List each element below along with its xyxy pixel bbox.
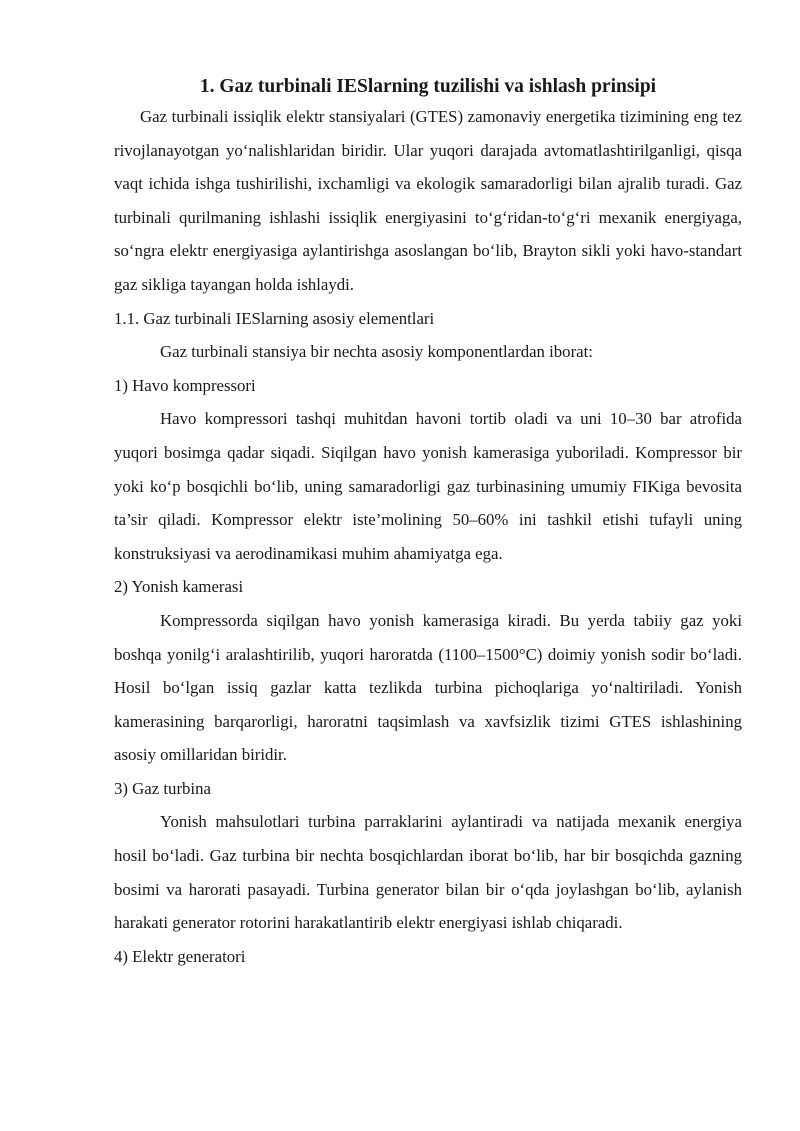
- item-paragraph-gas-turbine: Yonish mahsulotlari turbina parraklarini aylantiradi va natijada mexanik energiya hosil bo‘ladi. Gaz turbina bir nechta bosqichlardan iborat bo‘lib, har bir bosqichda gazning bosimi va harorati pasayadi. Turbina generator bilan bir o‘qda joylashgan bo‘lib, aylanish harakati generator rotorini harakatlantirib elektr energiyasi ishlab chiqaradi.: [114, 812, 742, 933]
- item-paragraph-compressor: Havo kompressori tashqi muhitdan havoni tortib oladi va uni 10–30 bar atrofida yuqori bosimga qadar siqadi. Siqilgan havo yonish kamerasiga yuboriladi. Kompressor bir yoki ko‘p bosqichli bo‘lib, uning samaradorligi gaz turbinasining umumiy FIKiga bevosita ta’sir qiladi. Kompressor elektr iste’molining 50–60% ini tashkil etishi tufayli uning konstruksiyasi va aerodinamikasi muhim ahamiyatga ega.: [114, 409, 742, 563]
- item-heading-combustion-chamber: 2) Yonish kamerasi: [114, 577, 244, 597]
- section-1-1-paragraph: Gaz turbinali stansiya bir nechta asosiy komponentlardan iborat:: [160, 342, 593, 362]
- document-body: [114, 74, 742, 973]
- section-heading-1-1: 1.1. Gaz turbinali IESlarning asosiy elementlari: [114, 308, 435, 328]
- item-heading-gas-turbine: 3) Gaz turbina: [114, 778, 211, 798]
- page-title: 1. Gaz turbinali IESlarning tuzilishi va ishlash prinsipi: [199, 76, 657, 97]
- intro-paragraph: Gaz turbinali issiqlik elektr stansiyalari (GTES) zamonaviy energetika tizimining eng tez rivojlanayotgan yo‘nalishlaridan biridir. Ular yuqori darajada avtomatlashtirilganligi, qisqa vaqt ichida ishga tushirilishi, ixchamligi va ekologik samaradorligi bilan ajralib turadi. Gaz turbinali qurilmaning ishlashi issiqlik energiyasini to‘g‘ridan-to‘g‘ri mexanik energiyaga, so‘ngra elektr energiyasiga aylantirishga asoslangan bo‘lib, Brayton sikli yoki havo-standart gaz sikliga tayangan holda ishlaydi.: [114, 107, 742, 294]
- item-paragraph-combustion-chamber: Kompressorda siqilgan havo yonish kamerasiga kiradi. Bu yerda tabiiy gaz yoki boshqa yonilg‘i aralashtirilib, yuqori haroratda (1100–1500°C) doimiy yonish sodir bo‘ladi. Hosil bo‘lgan issiq gazlar katta tezlikda turbina pichoqlariga yo‘naltiriladi. Yonish kamerasining barqarorligi, haroratni taqsimlash va xavfsizlik tizimi GTES ishlashining asosiy omillaridan biridir.: [114, 610, 742, 765]
- item-heading-compressor: 1) Havo kompressori: [114, 375, 256, 395]
- item-heading-generator: 4) Elektr generatori: [114, 946, 246, 966]
